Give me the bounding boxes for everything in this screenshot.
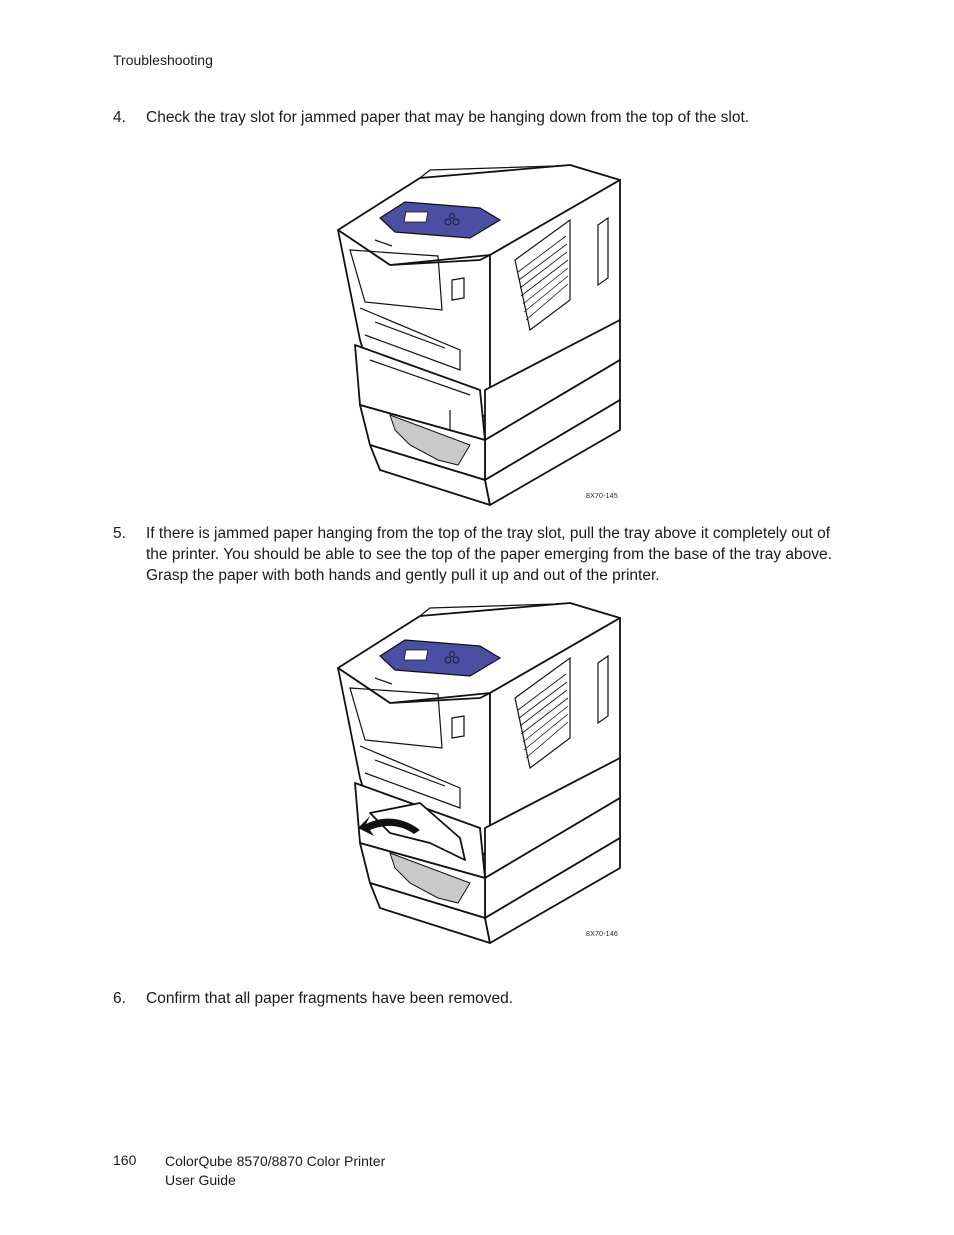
step-number: 4. <box>113 109 126 126</box>
step-6 <box>113 988 833 1009</box>
figure-code: 8X70-146 <box>586 931 618 938</box>
printer-jammed-paper-illustration <box>330 160 630 510</box>
doc-name: User Guide <box>165 1172 236 1188</box>
step-4 <box>113 107 833 128</box>
footer-title <box>165 1152 385 1190</box>
step-number: 5. <box>113 525 126 542</box>
figure-code: 8X70-145 <box>586 493 618 500</box>
step-number: 6. <box>113 990 126 1007</box>
product-name: ColorQube 8570/8870 Color Printer <box>165 1153 386 1169</box>
step-5 <box>113 523 833 586</box>
step-text: If there is jammed paper hanging from the top of the tray slot, pull the tray above it completely out of the printer. You should be able to see the top of the paper emerging from the base of the tray above. Grasp the paper with both hands and gently pull it up and out of the printer. <box>146 525 832 584</box>
printer-pull-paper-illustration <box>330 598 630 948</box>
step-text: Confirm that all paper fragments have been removed. <box>146 990 514 1007</box>
step-text: Check the tray slot for jammed paper that may be hanging down from the top of the slot. <box>146 109 750 126</box>
running-header: Troubleshooting <box>113 52 213 68</box>
page-number: 160 <box>113 1152 137 1168</box>
